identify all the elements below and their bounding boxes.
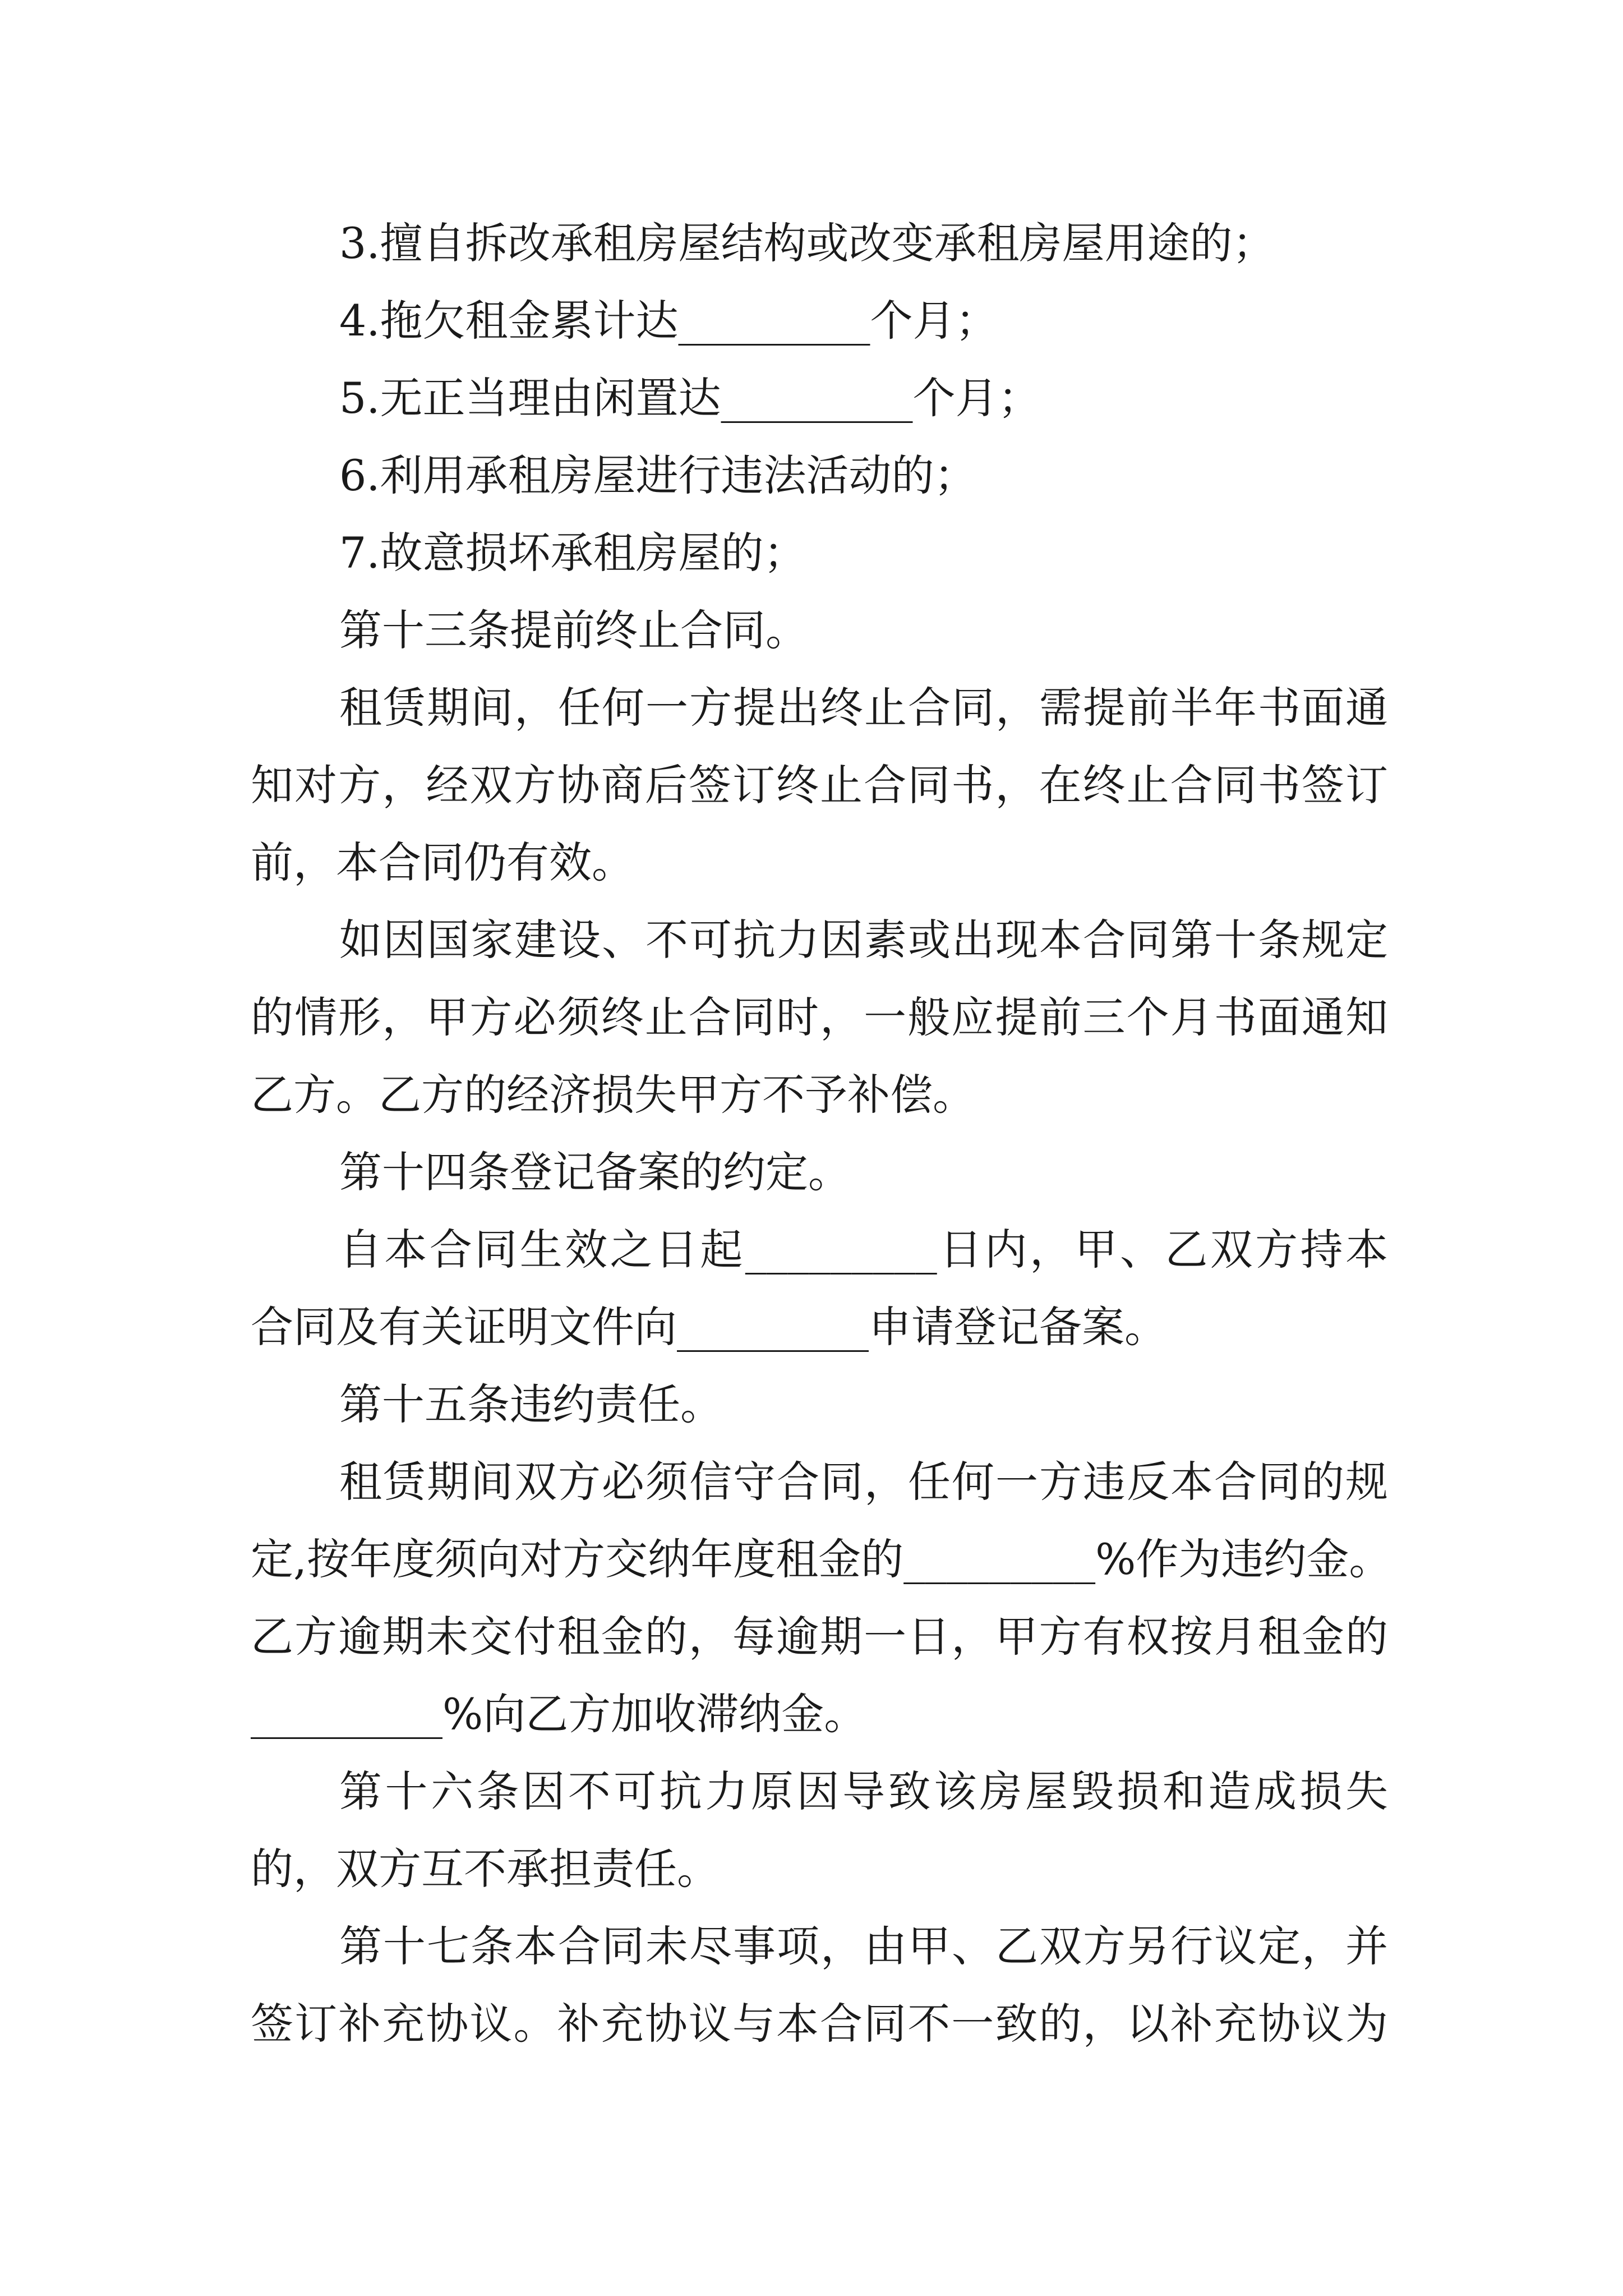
list-item-5: 5.无正当理由闲置达_________个月；: [339, 373, 1041, 423]
article-17-paragraph-line: 第十七条本合同未尽事项，由甲、乙双方另行议定，并: [339, 1921, 1388, 1971]
article-14-paragraph-line: 合同及有关证明文件向_________申请登记备案。: [251, 1302, 1167, 1352]
article-13-heading: 第十三条提前终止合同。: [339, 605, 808, 655]
article-16-paragraph-line: 的，双方互不承担责任。: [251, 1844, 720, 1894]
article-15: [251, 1366, 1392, 1753]
termination-conditions-list: [251, 205, 1388, 592]
article-15-paragraph-line: 定,按年度须向对方交纳年度租金的_________%作为违约金。: [251, 1534, 1392, 1584]
article-14-paragraph-line: 自本合同生效之日起_________日内，甲、乙双方持本: [339, 1225, 1388, 1274]
article-17-paragraph-line: 签订补充协议。补充协议与本合同不一致的，以补充协议为: [251, 1999, 1388, 2049]
article-13-paragraph-2-line: 的情形，甲方必须终止合同时，一般应提前三个月书面通知: [251, 992, 1388, 1042]
list-item-3: 3.擅自拆改承租房屋结构或改变承租房屋用途的；: [339, 218, 1275, 268]
article-13-paragraph-1-line: 租赁期间，任何一方提出终止合同，需提前半年书面通: [339, 683, 1388, 733]
article-13-paragraph-2-line: 乙方。乙方的经济损失甲方不予补偿。: [251, 1070, 975, 1120]
article-13-paragraph-1-line: 知对方，经双方协商后签订终止合同书，在终止合同书签订: [251, 760, 1388, 810]
article-15-paragraph-line: _________%向乙方加收滞纳金。: [251, 1689, 867, 1739]
article-13-paragraph-1-line: 前，本合同仍有效。: [251, 838, 634, 887]
article-15-paragraph-line: 乙方逾期未交付租金的，每逾期一日，甲方有权按月租金的: [251, 1612, 1388, 1662]
article-16-paragraph-line: 第十六条因不可抗力原因导致该房屋毁损和造成损失: [339, 1766, 1388, 1816]
list-item-6: 6.利用承租房屋进行违法活动的；: [339, 450, 977, 500]
article-15-paragraph-line: 租赁期间双方必须信守合同，任何一方违反本合同的规: [339, 1457, 1388, 1507]
article-13-paragraph-2-line: 如因国家建设、不可抗力因素或出现本合同第十条规定: [339, 915, 1388, 965]
article-15-heading: 第十五条违约责任。: [339, 1379, 723, 1429]
list-item-7: 7.故意损坏承租房屋的；: [339, 528, 806, 578]
list-item-4: 4.拖欠租金累计达_________个月；: [339, 296, 998, 346]
article-13: [251, 592, 1388, 1134]
article-16: [251, 1753, 1388, 1908]
article-14: [251, 1134, 1388, 1366]
contract-text: [251, 205, 1392, 2063]
article-14-heading: 第十四条登记备案的约定。: [339, 1147, 851, 1197]
article-17: [251, 1908, 1388, 2063]
